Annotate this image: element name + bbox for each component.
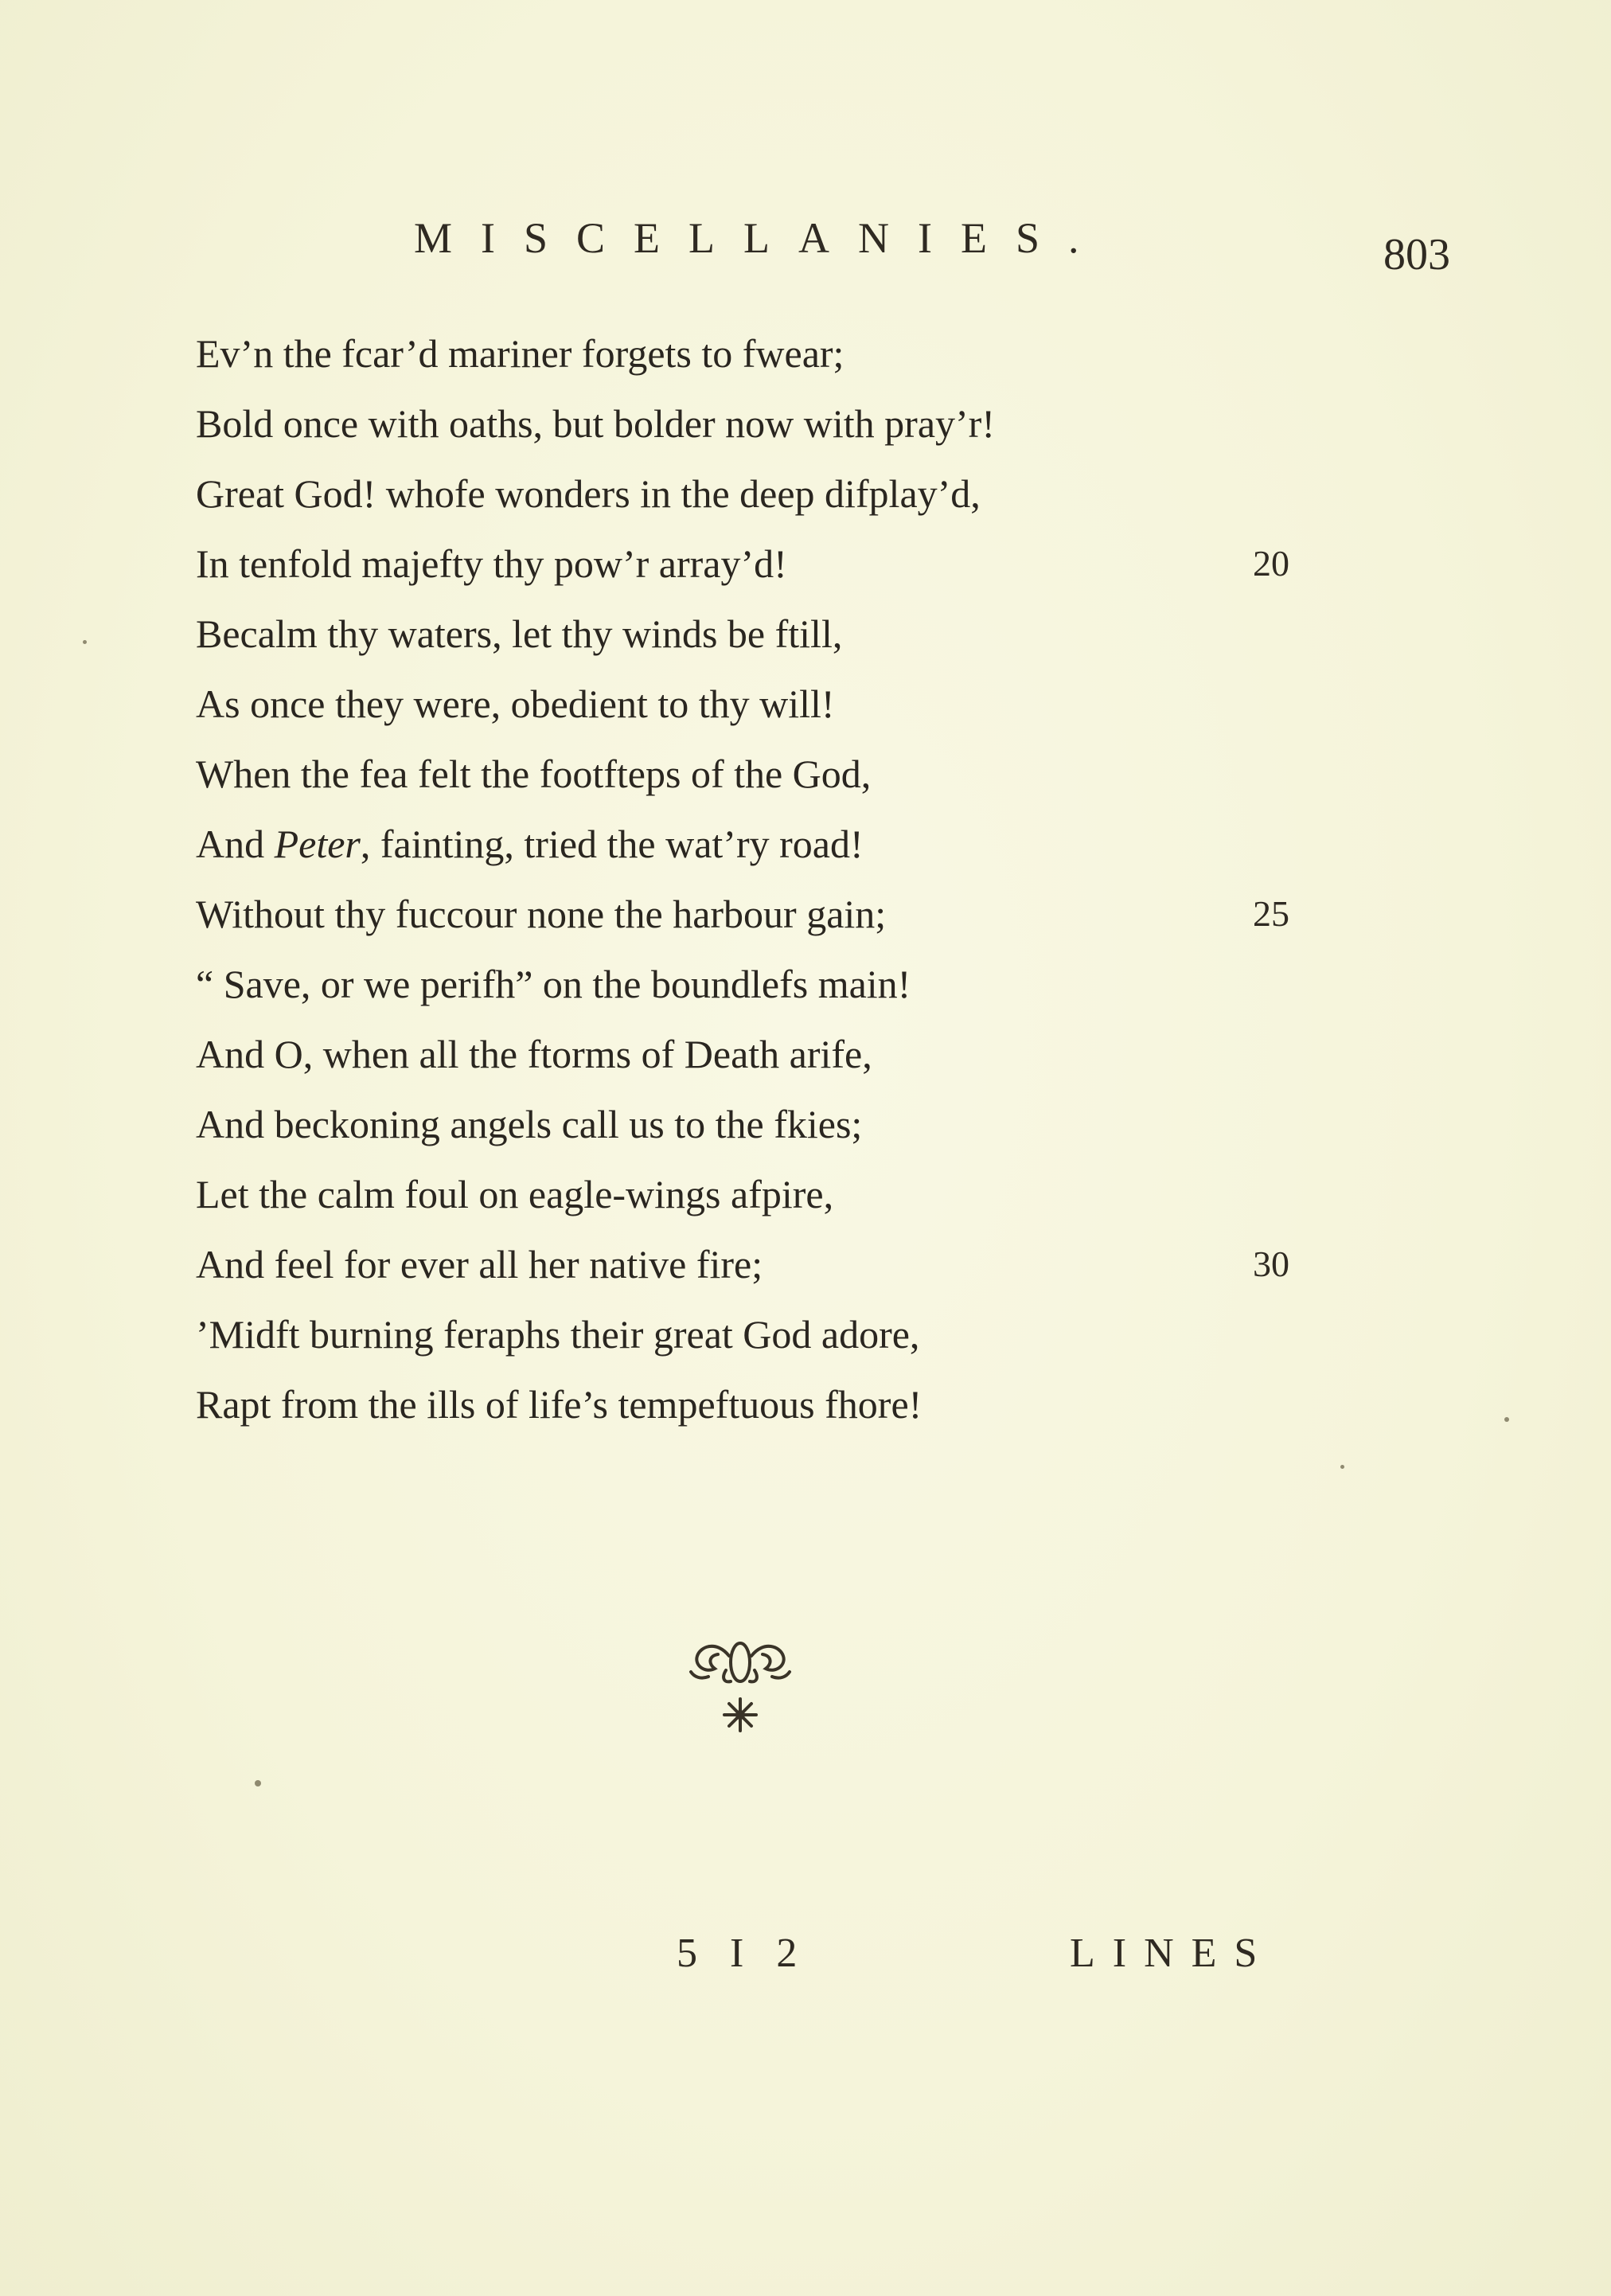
poem-line: Rapt from the ills of life’s tempeftuous fhore! [196, 1382, 923, 1427]
paper-speck [255, 1780, 261, 1786]
italic-name: Peter [274, 822, 361, 866]
poem-line: And beckoning angels call us to the fkies; [196, 1102, 863, 1146]
poem-line: Ev’n the fcar’d mariner forgets to fwear; [196, 331, 845, 376]
poem-line: “ Save, or we perifh” on the boundlefs main! [196, 962, 911, 1006]
floral-tailpiece-icon [677, 1632, 804, 1736]
poem-line: Bold once with oaths, but bolder now with pray’r! [196, 401, 995, 446]
poem-line: In tenfold majefty thy pow’r array’d! 20 [196, 529, 1390, 599]
poem-line: And feel for ever all her native fire; 30 [196, 1229, 1390, 1299]
poem-line: Let the calm foul on eagle-wings afpire, [196, 1172, 834, 1216]
paper-speck [1340, 1465, 1344, 1469]
poem-line: When the fea felt the footfteps of the God, [196, 752, 872, 796]
page-number: 803 [1383, 230, 1450, 279]
poem-line: Great God! whofe wonders in the deep difplay’d, [196, 471, 981, 516]
poem-line: Without thy fuccour none the harbour gain; 25 [196, 879, 1390, 949]
line-number: 25 [1253, 893, 1289, 934]
line-number: 30 [1253, 1244, 1289, 1284]
catchword: LINES [1070, 1931, 1275, 1976]
poem-line: ’Midft burning feraphs their great God adore, [196, 1312, 920, 1357]
poem-line: As once they were, obedient to thy will! [196, 681, 835, 726]
poem-text [196, 318, 1390, 1439]
paper-speck [83, 640, 87, 644]
paper-speck [1504, 1417, 1509, 1422]
poem-line: Becalm thy waters, let thy winds be ftill, [196, 611, 843, 656]
line-number: 20 [1253, 543, 1289, 584]
running-title: MISCELLANIES. [414, 214, 1108, 262]
signature-mark: 5 I 2 [677, 1931, 809, 1976]
poem-line: And O, when all the ftorms of Death arife, [196, 1032, 872, 1076]
poem-line: And Peter, fainting, tried the wat’ry road! [196, 822, 864, 866]
